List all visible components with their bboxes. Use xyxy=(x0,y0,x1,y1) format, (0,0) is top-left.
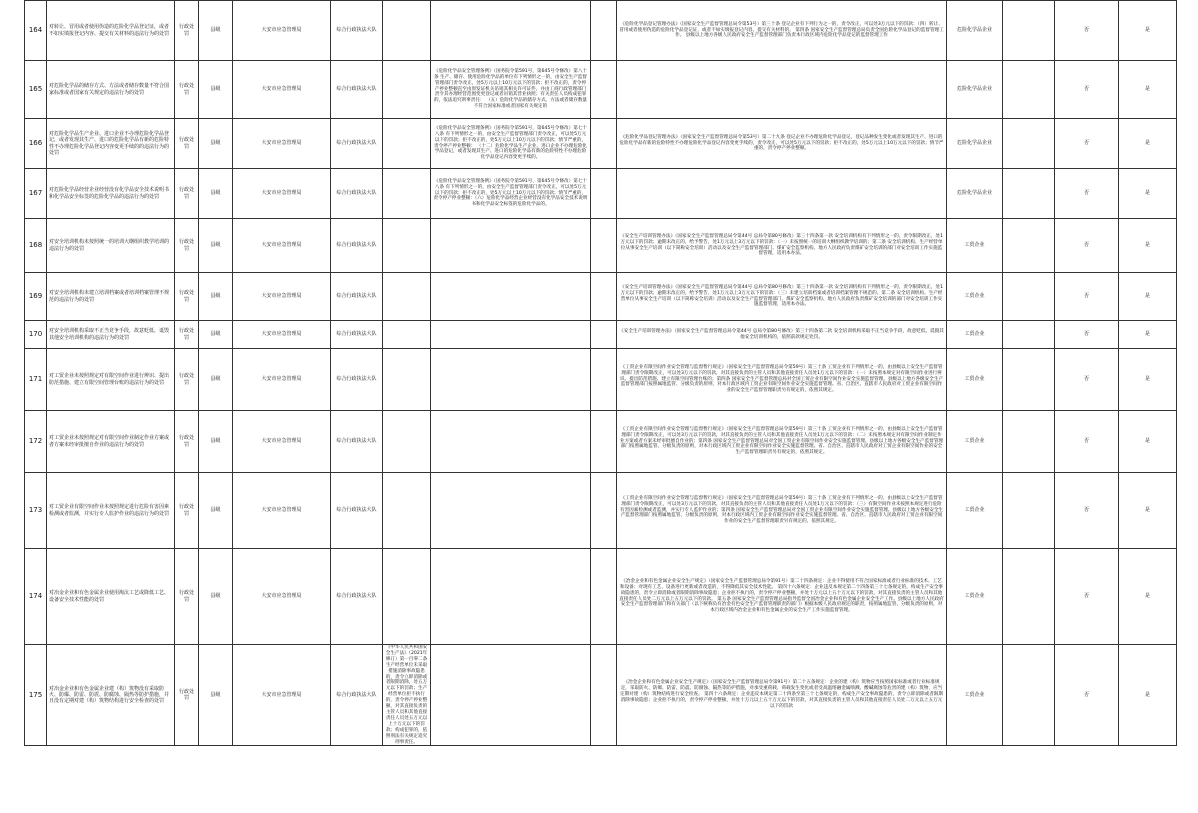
item-rule-basis: 《冶金企业和有色金属企业安全生产规定》（国家安全生产监督管理总局令第91号）第二十四条规定：企业不得使用不符合国家标准或者行业标准的技术、工艺和设备；对现有工艺、设备进行更新或者改造的，不得降低其安全技术性能。 第四十六条规定：企业违反本规定第二十四条第三十七条规定的，构成生产安全事故隐患的，责令立即消除或者限期消除事故隐患；企业拒不执行的，责令停产停业整顿，并处十万元以上五十万元以下的罚款，对其直接负责的主管人员和其他直接责任人员处二万元以上五万元以下的罚款。 第五条 国家安全生产监督管理总局指导监督全国冶金企业和有色金属企业安全生产工作。县级以上地方人民政府安全生产监督管理部门和有关部门（以下统称负有冶金有色安全生产监督管理职责的部门）根据本级人民政府规定的职责，按照属地监管、分级负责的原则，对本行政区域内冶金企业和有色金属企业的安全生产工作实施监督管理。 xyxy=(617,549,947,645)
item-name: 对冶金企业和有色金属企业建（构）筑物没有采取防火、防爆、防雷、防震、防腐蚀、隔热等防护措施，并且没有定期对建（构）筑物结构进行安全检查的处罚 xyxy=(47,645,175,746)
item-number: 171 xyxy=(25,349,47,411)
item-regulation-basis xyxy=(431,349,591,411)
item-name: 对工贸企业有限空间作业未按照规定进行危险有害因素检测或者监测，并实行专人监护作业的违法行为的处罚 xyxy=(47,473,175,549)
item-level: 县级 xyxy=(199,61,233,119)
item-department: 大安市应急管理局 xyxy=(233,549,331,645)
item-level: 县级 xyxy=(199,169,233,219)
item-executing-unit: 综合行政执法大队 xyxy=(331,411,383,473)
item-law-basis: 《中华人民共和国安全生产法》（2021年修订）第一百零二条 生产经营单位未采取措施消除事故隐患的，责令立即消除或者限期消除，处五万元以下的罚款；生产经营单位拒不执行的，责令停产停业整顿，对其直接负责的主管人员和其他直接责任人员处五万元以上十万元以下的罚款；构成犯罪的，依照刑法有关规定追究刑事责任。 xyxy=(383,645,431,746)
item-law-basis xyxy=(383,169,431,219)
item-flag-1 xyxy=(1003,473,1055,549)
item-level: 县级 xyxy=(199,473,233,549)
item-level: 县级 xyxy=(199,411,233,473)
item-department: 大安市应急管理局 xyxy=(233,119,331,169)
item-regulation-basis: 《危险化学品安全管理条例》（国务院令第591号，第645号令修改）第八十条 生产、储存、使用危险化学品的单位有下列情形之一的，由安全生产监督管理部门责令改正，处5万元以上10万元以下的罚款；拒不改正的，责令停产停业整顿直至由原发证机关吊销其相关许可证件，并由工商行政管理部门责令其办理经营范围变更登记或者吊销其营业执照；有关责任人员构成犯罪的，依法追究刑事责任： （五）危险化学品的储存方式、方法或者储存数量不符合国家标准或者国家有关规定的 xyxy=(431,61,591,119)
item-target: 危险化学品企业 xyxy=(947,119,1003,169)
item-flag-3: 是 xyxy=(1119,321,1177,349)
item-number: 167 xyxy=(25,169,47,219)
item-number: 168 xyxy=(25,219,47,273)
item-regulation-basis xyxy=(431,473,591,549)
item-number: 169 xyxy=(25,273,47,321)
table-row xyxy=(25,273,1177,321)
item-flag-1 xyxy=(1003,645,1055,746)
item-number: 172 xyxy=(25,411,47,473)
item-department: 大安市应急管理局 xyxy=(233,645,331,746)
item-blank-cell xyxy=(591,411,617,473)
table-row xyxy=(25,645,1177,746)
item-flag-2: 否 xyxy=(1055,411,1119,473)
item-blank-cell xyxy=(591,119,617,169)
item-number: 173 xyxy=(25,473,47,549)
item-target: 工贸企业 xyxy=(947,411,1003,473)
item-executing-unit: 综合行政执法大队 xyxy=(331,549,383,645)
table-row xyxy=(25,321,1177,349)
item-rule-basis xyxy=(617,61,947,119)
enforcement-items-table xyxy=(24,0,1177,746)
item-executing-unit: 综合行政执法大队 xyxy=(331,473,383,549)
item-type: 行政处罚 xyxy=(175,61,199,119)
item-flag-3: 是 xyxy=(1119,219,1177,273)
item-target: 工贸企业 xyxy=(947,645,1003,746)
item-level: 县级 xyxy=(199,645,233,746)
item-name: 对危险化学品生产企业、进口企业不办理危险化学品登记，或者发现其生产、进口的危险化学品有新的危险特性不办理危险化学品登记内容变更手续的的违法行为的处罚 xyxy=(47,119,175,169)
item-law-basis xyxy=(383,61,431,119)
item-target: 工贸企业 xyxy=(947,349,1003,411)
item-rule-basis: 《安全生产培训管理办法》（国家安全生产监督管理总局令第44号 总局令第80号修改）第三十四条第一款 安全培训机构有下列情形之一的，责令限期改正，处1万元以下的罚款；逾期未改正的，给予警告，处1万元以上3万元以下的罚款：（一）未按照统一的培训大纲组织教学培训的；第二条 安全培训机构、生产经营单位从事安全生产培训（以下简称安全培训）活动以及安全生产监督管理部门、煤矿安全监察机构、地方人民政府负责煤矿安全培训的部门对安全培训工作实施监督管理，适用本办法。 xyxy=(617,219,947,273)
item-department: 大安市应急管理局 xyxy=(233,219,331,273)
item-department: 大安市应急管理局 xyxy=(233,1,331,61)
item-flag-3: 是 xyxy=(1119,119,1177,169)
item-rule-basis xyxy=(617,169,947,219)
item-executing-unit: 综合行政执法大队 xyxy=(331,349,383,411)
table-row xyxy=(25,411,1177,473)
item-flag-1 xyxy=(1003,119,1055,169)
item-flag-2: 否 xyxy=(1055,219,1119,273)
item-flag-1 xyxy=(1003,273,1055,321)
item-number: 170 xyxy=(25,321,47,349)
item-number: 175 xyxy=(25,645,47,746)
item-executing-unit: 综合行政执法大队 xyxy=(331,119,383,169)
item-target: 危险化学品企业 xyxy=(947,169,1003,219)
item-law-basis xyxy=(383,549,431,645)
table-row xyxy=(25,473,1177,549)
item-law-basis xyxy=(383,119,431,169)
item-type: 行政处罚 xyxy=(175,473,199,549)
table-row xyxy=(25,349,1177,411)
item-target: 工贸企业 xyxy=(947,549,1003,645)
item-type: 行政处罚 xyxy=(175,349,199,411)
item-flag-2: 否 xyxy=(1055,119,1119,169)
item-blank-cell xyxy=(591,273,617,321)
item-level: 县级 xyxy=(199,219,233,273)
item-type: 行政处罚 xyxy=(175,321,199,349)
table-row xyxy=(25,169,1177,219)
item-name: 对危险化学品经营企业经营没有化学品安全技术说明书和化学品安全标签的危险化学品的违法行为的处罚 xyxy=(47,169,175,219)
item-rule-basis: 《冶金企业和有色金属企业安全生产规定》（国家安全生产监督管理总局令第91号）第二十五条规定：企业的建（构）筑物应当按照国家标准或者行业标准规定，采取防火、防爆、防雷、防震、防腐蚀、隔热等防护措施，对承受重荷载、荷载发生变化或者受高温熔融金属喷溅、酸碱腐蚀等危害的建（构）筑物，应当定期对建（构）筑物结构进行安全检查。 第四十六条规定：企业违反本规定第二十四条至第三十七条规定的，构成生产安全事故隐患的，责令立即消除或者限期消除事故隐患；企业拒不执行的，责令停产停业整顿，并处十万元以上五十万元以下的罚款，对其直接负责的主管人员和其他直接责任人员处二万元以上五万元以下的罚款 xyxy=(617,645,947,746)
table-row xyxy=(25,549,1177,645)
item-law-basis xyxy=(383,473,431,549)
item-regulation-basis xyxy=(431,219,591,273)
item-target: 工贸企业 xyxy=(947,273,1003,321)
item-level: 县级 xyxy=(199,119,233,169)
item-flag-3: 是 xyxy=(1119,169,1177,219)
item-flag-2: 否 xyxy=(1055,61,1119,119)
item-flag-2: 否 xyxy=(1055,169,1119,219)
item-level: 县级 xyxy=(199,1,233,61)
item-flag-3: 是 xyxy=(1119,273,1177,321)
item-flag-2: 否 xyxy=(1055,273,1119,321)
table-body xyxy=(25,1,1177,746)
item-executing-unit: 综合行政执法大队 xyxy=(331,61,383,119)
item-law-basis xyxy=(383,349,431,411)
item-level: 县级 xyxy=(199,321,233,349)
item-flag-3: 是 xyxy=(1119,473,1177,549)
item-regulation-basis xyxy=(431,549,591,645)
item-flag-1 xyxy=(1003,349,1055,411)
item-department: 大安市应急管理局 xyxy=(233,169,331,219)
item-target: 工贸企业 xyxy=(947,219,1003,273)
item-regulation-basis: 《危险化学品安全管理条例》（国务院令第591号，第645号令修改）第七十八条 有下列情形之一的，由安全生产监督管理部门责令改正，可以处5万元以下的罚款；拒不改正的，处5万元以上10万元以下的罚款；情节严重的，责令停产停业整顿：（六）危险化学品经营企业经营没有化学品安全技术说明书和化学品安全标签的危险化学品的。 xyxy=(431,169,591,219)
item-blank-cell xyxy=(591,61,617,119)
item-law-basis xyxy=(383,321,431,349)
item-flag-2: 否 xyxy=(1055,1,1119,61)
item-blank-cell xyxy=(591,473,617,549)
item-flag-2: 否 xyxy=(1055,473,1119,549)
item-rule-basis: 《工贸企业有限空间作业安全管理与监督暂行规定》（国家安全生产监督管理总局令第59号）第三十条 工贸企业有下列情形之一的，由县级以上安全生产监督管理部门责令限期改正，可以处3万元以下的罚款，对其直接负责的主管人员和其他直接责任人员处1万元以下的罚款：（二）未按照本规定对有限空间作业制定作业方案或者方案未经审批擅自作业的；第四条 国家安全生产监督管理总局对全国工贸企业有限空间作业安全实施监督管理。县级以上地方各级安全生产监督管理部门按照属地监管、分级负责的原则，对本行政区域内工贸企业有限空间作业安全实施监督管理。省、自治区、直辖市人民政府对工贸企业有限空间作业的安全生产监督管理职责另有规定的，依照其规定。 xyxy=(617,411,947,473)
item-flag-1 xyxy=(1003,549,1055,645)
item-type: 行政处罚 xyxy=(175,119,199,169)
item-rule-basis: 《安全生产培训管理办法》（国家安全生产监督管理总局令第44号 总局令第80号修改）第三十四条第一款 安全培训机构有下列情形之一的，责令限期改正，处1万元以下的罚款；逾期未改正的，给予警告，处1万元以上3万元以下的罚款：（三）未建立培训档案或者培训档案管理不规范的。第二条 安全培训机构、生产经营单位从事安全生产培训（以下简称安全培训）活动以及安全生产监督管理部门、煤矿安全监察机构、地方人民政府负责煤矿安全培训的部门对安全培训工作实施监督管理，适用本办法。 xyxy=(617,273,947,321)
item-flag-1 xyxy=(1003,1,1055,61)
item-rule-basis: 《危险化学品登记管理办法》（国家安全生产监督管理总局令第53号）第二十九条 登记企业不办理危险化学品登记，登记品种发生变化或者发现其生产、进口的危险化学品有新的危险特性不办理危险化学品登记内容变更手续的，责令改正，可以处5万元以下的罚款；拒不改正的，处5万元以上10万元以下的罚款；情节严重的，责令停产停业整顿。 xyxy=(617,119,947,169)
table-row xyxy=(25,119,1177,169)
item-regulation-basis xyxy=(431,1,591,61)
item-executing-unit: 综合行政执法大队 xyxy=(331,645,383,746)
item-blank-cell xyxy=(591,549,617,645)
item-type: 行政处罚 xyxy=(175,219,199,273)
item-flag-3: 是 xyxy=(1119,411,1177,473)
item-target: 危险化学品企业 xyxy=(947,1,1003,61)
item-number: 166 xyxy=(25,119,47,169)
item-number: 174 xyxy=(25,549,47,645)
item-number: 165 xyxy=(25,61,47,119)
enforcement-list-sheet xyxy=(24,0,1176,746)
item-department: 大安市应急管理局 xyxy=(233,273,331,321)
item-flag-2: 否 xyxy=(1055,321,1119,349)
item-blank-cell xyxy=(591,349,617,411)
item-type: 行政处罚 xyxy=(175,1,199,61)
item-department: 大安市应急管理局 xyxy=(233,349,331,411)
item-rule-basis: 《安全生产培训管理办法》（国家安全生产监督管理总局令第44号 总局令第80号修改）第三十四条第二款 安全培训机构采取不正当竞争手段，故意贬低、诋毁其他安全培训机构的，依照前款规定处罚。 xyxy=(617,321,947,349)
item-name: 对危险化学品的储存方式、方法或者储存数量不符合国家标准或者国家有关规定的违法行为的处罚 xyxy=(47,61,175,119)
item-type: 行政处罚 xyxy=(175,549,199,645)
item-name: 对安全培训机构未按照统一的培训大纲组织教学培训的违法行为的处罚 xyxy=(47,219,175,273)
item-flag-1 xyxy=(1003,61,1055,119)
item-department: 大安市应急管理局 xyxy=(233,321,331,349)
item-regulation-basis xyxy=(431,411,591,473)
item-level: 县级 xyxy=(199,349,233,411)
item-executing-unit: 综合行政执法大队 xyxy=(331,321,383,349)
item-regulation-basis: 《危险化学品安全管理条例》（国务院令第591号，第645号令修改）第七十八条 有下列情形之一的，由安全生产监督管理部门责令改正，可以处5万元以下的罚款；拒不改正的，处5万元以上10万元以下的罚款；情节严重的，责令停产停业整顿： （十二）危险化学品生产企业、进口企业不办理危险化学品登记，或者发现其生产、进口的危险化学品有新的危险特性不办理危险化学品登记内容变更手续的。 xyxy=(431,119,591,169)
item-blank-cell xyxy=(591,219,617,273)
item-name: 对转让、冒用或者使用伪造的危险化学品登记证，或者不如实填报登记内容、提交有关材料的违法行为的处罚 xyxy=(47,1,175,61)
item-flag-3: 是 xyxy=(1119,645,1177,746)
item-type: 行政处罚 xyxy=(175,411,199,473)
item-level: 县级 xyxy=(199,549,233,645)
item-type: 行政处罚 xyxy=(175,169,199,219)
item-department: 大安市应急管理局 xyxy=(233,61,331,119)
item-rule-basis: 《危险化学品登记管理办法》（国家安全生产监督管理总局令第53号）第三十条 登记企业有下列行为之一的，责令改正，可以处3万元以下的罚款：（四）转让、冒用或者使用伪造的危险化学品登记证，或者不如实填报登记内容、提交有关材料的。 第四条 国家安全生产监督管理总局负责全国危险化学品登记的监督管理工作。 县级以上地方各级人民政府安全生产监督管理部门负责本行政区域内危险化学品登记的监督管理工作 xyxy=(617,1,947,61)
item-blank-cell xyxy=(591,321,617,349)
item-executing-unit: 综合行政执法大队 xyxy=(331,1,383,61)
item-name: 对工贸企业未按照规定对有限空间作业进行辨识、提出防范措施、建立有限空间管理台账的违法行为的处罚 xyxy=(47,349,175,411)
table-row xyxy=(25,61,1177,119)
item-department: 大安市应急管理局 xyxy=(233,411,331,473)
item-executing-unit: 综合行政执法大队 xyxy=(331,219,383,273)
item-flag-3: 是 xyxy=(1119,549,1177,645)
item-flag-1 xyxy=(1003,169,1055,219)
item-executing-unit: 综合行政执法大队 xyxy=(331,273,383,321)
item-blank-cell xyxy=(591,1,617,61)
table-row xyxy=(25,219,1177,273)
item-flag-3: 是 xyxy=(1119,349,1177,411)
item-flag-2: 否 xyxy=(1055,549,1119,645)
item-rule-basis: 《工贸企业有限空间作业安全管理与监督暂行规定》（国家安全生产监督管理总局令第59号）第三十条 工贸企业有下列情形之一的，由县级以上安全生产监督管理部门责令限期改正，可以处3万元以下的罚款，对其直接负责的主管人员和其他直接责任人员处1万元以下的罚款：（三）有限空间作业未按照本规定进行危险有害因素检测或者监测，并实行专人监护作业的；第四条 国家安全生产监督管理总局对全国工贸企业有限空间作业安全实施监督管理。县级以上地方各级安全生产监督管理部门按照属地监管、分级负责的原则，对本行政区域内工贸企业有限空间作业安全实施监督管理。省、自治区、直辖市人民政府对工贸企业有限空间作业的安全生产监督管理职责另有规定的，依照其规定。 xyxy=(617,473,947,549)
item-flag-2: 否 xyxy=(1055,349,1119,411)
item-law-basis xyxy=(383,219,431,273)
item-flag-3: 是 xyxy=(1119,61,1177,119)
item-flag-1 xyxy=(1003,321,1055,349)
item-blank-cell xyxy=(591,645,617,746)
item-target: 危险化学品企业 xyxy=(947,61,1003,119)
item-regulation-basis xyxy=(431,273,591,321)
item-law-basis xyxy=(383,411,431,473)
item-number: 164 xyxy=(25,1,47,61)
item-level: 县级 xyxy=(199,273,233,321)
item-executing-unit: 综合行政执法大队 xyxy=(331,169,383,219)
item-flag-2: 否 xyxy=(1055,645,1119,746)
item-name: 对安全培训机构未建立培训档案或者培训档案管理不规范的违法行为的处罚 xyxy=(47,273,175,321)
item-name: 对冶金企业和有色金属企业使用淘汰工艺或降低工艺、设备安全技术性能的处罚 xyxy=(47,549,175,645)
item-name: 对安全培训机构采取不正当竞争手段，故意贬低、诋毁其他安全培训机构的违法行为的处罚 xyxy=(47,321,175,349)
item-regulation-basis xyxy=(431,321,591,349)
item-flag-1 xyxy=(1003,411,1055,473)
item-department: 大安市应急管理局 xyxy=(233,473,331,549)
item-law-basis xyxy=(383,1,431,61)
item-regulation-basis xyxy=(431,645,591,746)
item-type: 行政处罚 xyxy=(175,645,199,746)
item-blank-cell xyxy=(591,169,617,219)
item-flag-3: 是 xyxy=(1119,1,1177,61)
item-type: 行政处罚 xyxy=(175,273,199,321)
item-name: 对工贸企业未按照规定对有限空间作业制定作业方案或者方案未经审批擅自作业的违法行为的处罚 xyxy=(47,411,175,473)
table-row xyxy=(25,1,1177,61)
item-rule-basis: 《工贸企业有限空间作业安全管理与监督暂行规定》（国家安全生产监督管理总局令第59号）第三十条 工贸企业有下列情形之一的，由县级以上安全生产监督管理部门责令限期改正，可以处3万元以下的罚款，对其直接负责的主管人员和其他直接责任人员处1万元以下的罚款：（一）未按照本规定对有限空间作业进行辨识、提出防范措施、建立有限空间管理台账的；第四条 国家安全生产监督管理总局对全国工贸企业有限空间作业安全实施监督管理。县级以上地方各级安全生产监督管理部门按照属地监管、分级负责的原则，对本行政区域内工贸企业有限空间作业安全实施监督管理。省、自治区、直辖市人民政府对工贸企业有限空间作业的安全生产监督管理职责另有规定的，依照其规定。 xyxy=(617,349,947,411)
item-law-basis xyxy=(383,273,431,321)
item-target: 工贸企业 xyxy=(947,321,1003,349)
item-target: 工贸企业 xyxy=(947,473,1003,549)
item-flag-1 xyxy=(1003,219,1055,273)
